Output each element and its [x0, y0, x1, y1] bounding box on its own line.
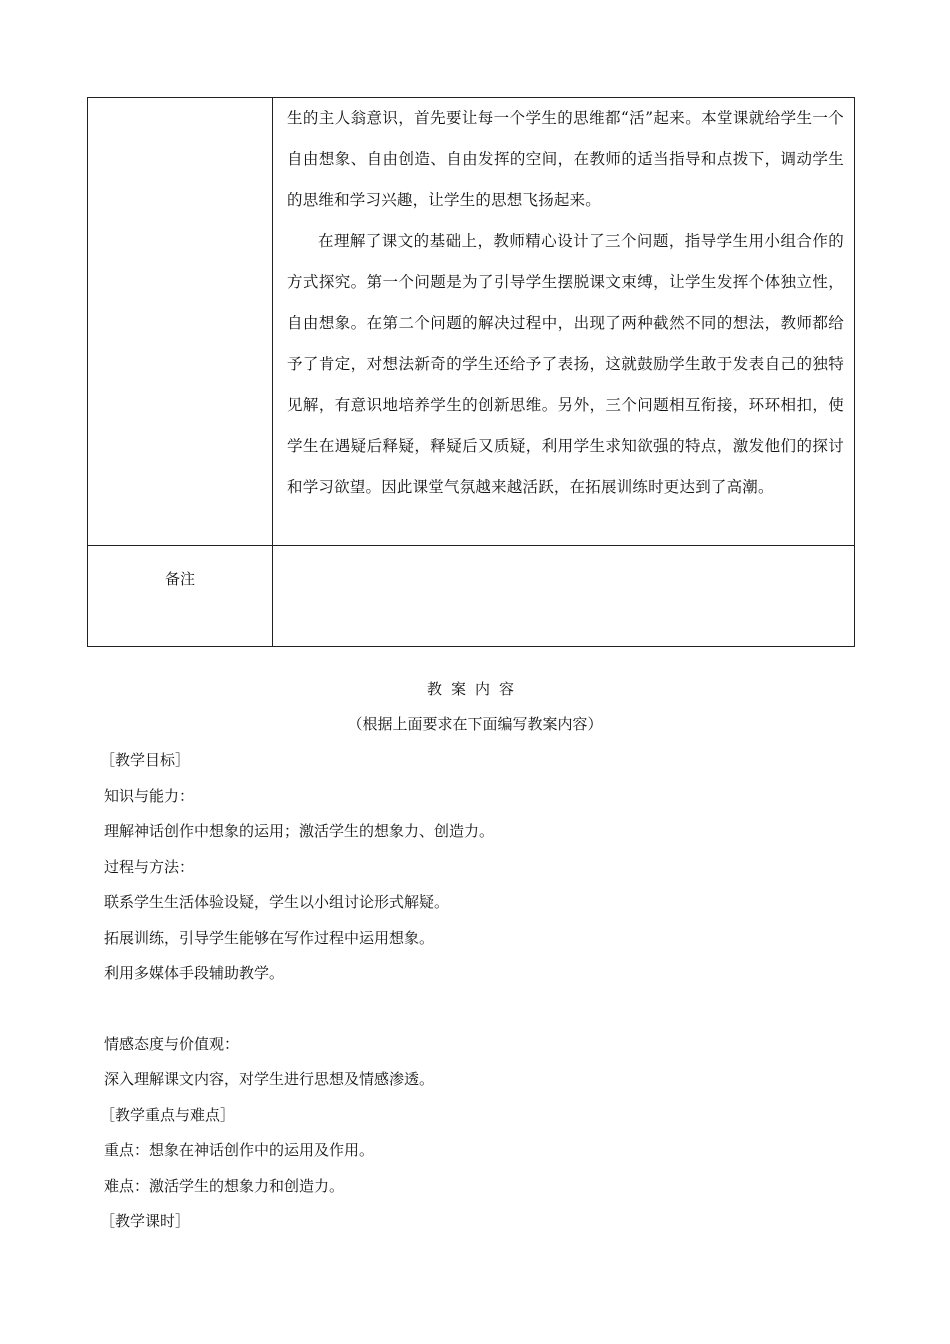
lesson-content-body	[100, 749, 864, 1246]
subheading-knowledge-ability: 知识与能力：	[104, 786, 195, 805]
subheading-emotion-values: 情感态度与价值观：	[104, 1034, 240, 1053]
content-line: 重点：想象在神话创作中的运用及作用。	[104, 1141, 375, 1159]
reflection-content-cell	[273, 98, 855, 546]
section-heading-class-hours: ［教学课时］	[100, 1212, 191, 1230]
remark-label: 备注	[88, 546, 273, 647]
content-line: 拓展训练，引导学生能够在写作过程中运用想象。	[104, 928, 435, 947]
lesson-plan-table	[87, 97, 855, 647]
section-heading-key-points: ［教学重点与难点］	[100, 1105, 236, 1124]
subheading-process-method: 过程与方法：	[104, 857, 195, 876]
reflection-row	[88, 98, 855, 546]
content-line: 理解神话创作中想象的运用；激活学生的想象力、创造力。	[104, 822, 495, 840]
section-heading-objectives: ［教学目标］	[100, 751, 191, 769]
lesson-content-subtitle: （根据上面要求在下面编写教案内容）	[347, 715, 603, 733]
remark-row	[88, 546, 855, 647]
reflection-label-cell	[88, 98, 273, 546]
blank-line	[104, 998, 864, 1033]
reflection-paragraph-1: 生的主人翁意识，首先要让每一个学生的思维都“活”起来。本堂课就给学生一个自由想象、自由创造、自由发挥的空间，在教师的适当指导和点拨下，调动学生的思维和学习兴趣，让学生的思想飞扬起来。	[287, 109, 844, 209]
remark-value-cell	[273, 546, 855, 647]
content-line: 联系学生生活体验设疑，学生以小组讨论形式解疑。	[104, 893, 450, 911]
content-line: 利用多媒体手段辅助教学。	[104, 964, 285, 982]
reflection-paragraph-2: 在理解了课文的基础上，教师精心设计了三个问题，指导学生用小组合作的方式探究。第一个问题是为了引导学生摆脱课文束缚，让学生发挥个体独立性，自由想象。在第二个问题的解决过程中，出现了两种截然不同的想法，教师都给予了肯定，对想法新奇的学生还给予了表扬，这就鼓励学生敢于发表自己的独特见解，有意识地培养学生的创新思维。另外，三个问题相互衔接，环环相扣，使学生在遇疑后释疑，释疑后又质疑，利用学生求知欲强的特点，激发他们的探讨和学习欲望。因此课堂气氛越来越活跃，在拓展训练时更达到了高潮。	[287, 232, 844, 496]
content-line: 难点：激活学生的想象力和创造力。	[104, 1176, 345, 1195]
lesson-content-title: 教案内容	[426, 680, 523, 698]
content-line: 深入理解课文内容，对学生进行思想及情感渗透。	[104, 1070, 435, 1088]
